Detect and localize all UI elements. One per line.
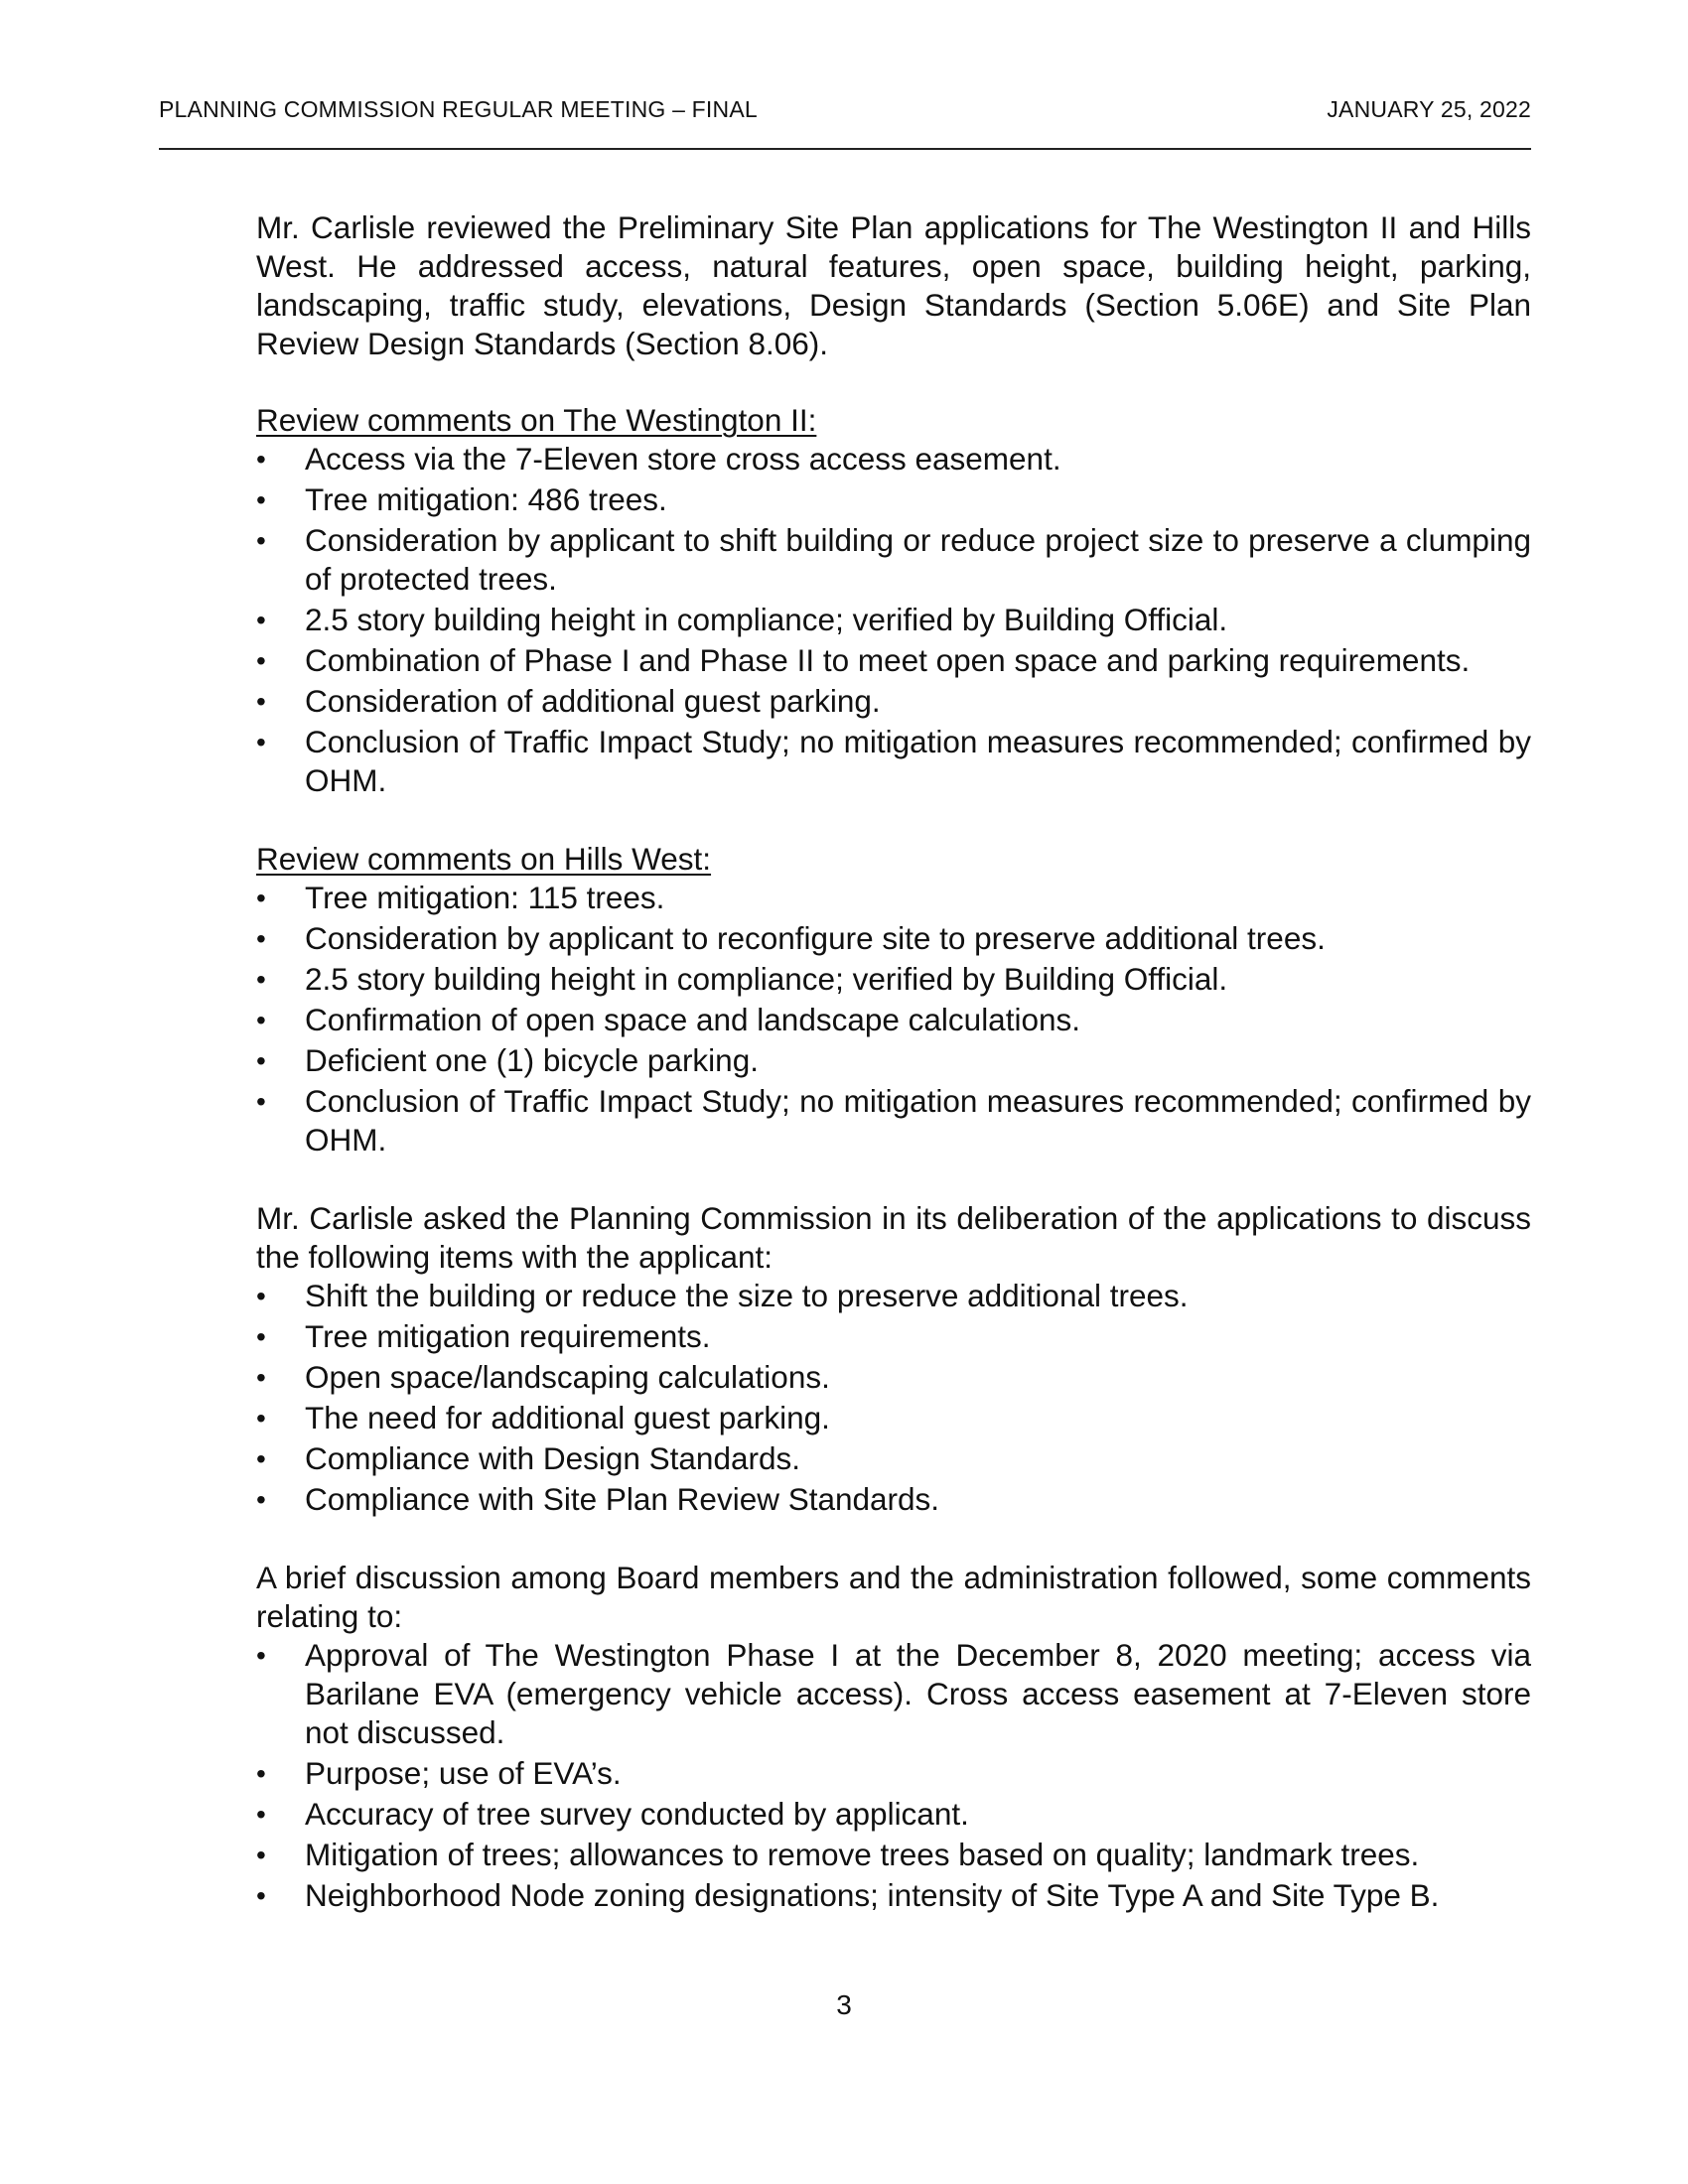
list-item-text: Conclusion of Traffic Impact Study; no mitigation measures recommended; confirmed by OHM.	[305, 724, 1531, 798]
list-item	[256, 919, 1531, 958]
bullet-icon: •	[256, 1281, 266, 1311]
bullet-icon: •	[256, 484, 266, 515]
hills-west-heading: Review comments on Hills West:	[256, 841, 712, 877]
bullet-icon: •	[256, 1005, 266, 1035]
list-item-text: Compliance with Design Standards.	[305, 1440, 801, 1476]
hills-west-list	[256, 879, 1531, 1160]
list-item	[256, 1277, 1531, 1315]
list-item-text: Tree mitigation requirements.	[305, 1318, 711, 1354]
list-item	[256, 1082, 1531, 1160]
list-item	[256, 440, 1531, 478]
list-item	[256, 1439, 1531, 1478]
list-item-text: Open space/landscaping calculations.	[305, 1359, 830, 1395]
bullet-icon: •	[256, 645, 266, 676]
list-item-text: Shift the building or reduce the size to preserve additional trees.	[305, 1278, 1189, 1313]
bullet-icon: •	[256, 1840, 266, 1870]
bullet-icon: •	[256, 964, 266, 995]
list-item-text: Approval of The Westington Phase I at the December 8, 2020 meeting; access via Barilane EVA (emergency vehicle access). Cross access easement at 7-Eleven store not discussed.	[305, 1637, 1531, 1750]
bullet-icon: •	[256, 605, 266, 635]
list-item-text: Purpose; use of EVA’s.	[305, 1755, 622, 1791]
deliberation-list	[256, 1277, 1531, 1519]
bullet-icon: •	[256, 1045, 266, 1076]
list-item-text: Compliance with Site Plan Review Standards.	[305, 1481, 940, 1517]
paragraph-gap	[256, 802, 1531, 840]
list-item	[256, 480, 1531, 519]
page-header	[159, 96, 1531, 128]
list-item-text: Deficient one (1) bicycle parking.	[305, 1042, 759, 1078]
bullet-icon: •	[256, 1484, 266, 1515]
westington-heading: Review comments on The Westington II:	[256, 402, 817, 438]
list-item	[256, 879, 1531, 917]
intro-paragraph: Mr. Carlisle reviewed the Preliminary Site Plan applications for The Westington II and Hills West. He addressed access, natural features, open space, building height, parking, landscaping, traffic study, elevations, Design Standards (Section 5.06E) and Site Plan Review Design Standards (Section 8.06).	[256, 209, 1531, 361]
list-item	[256, 1317, 1531, 1356]
bullet-icon: •	[256, 1640, 266, 1671]
bullet-icon: •	[256, 1443, 266, 1474]
list-item	[256, 1836, 1531, 1874]
paragraph-gap	[256, 363, 1531, 401]
list-item	[256, 641, 1531, 680]
list-item	[256, 1358, 1531, 1397]
list-item-text: Tree mitigation: 486 trees.	[305, 481, 667, 517]
list-item-text: Tree mitigation: 115 trees.	[305, 880, 665, 915]
bullet-icon: •	[256, 1086, 266, 1117]
discussion-list	[256, 1636, 1531, 1915]
list-item-text: The need for additional guest parking.	[305, 1400, 830, 1435]
bullet-icon: •	[256, 686, 266, 717]
list-item	[256, 682, 1531, 721]
paragraph-gap	[256, 1521, 1531, 1559]
westington-list	[256, 440, 1531, 800]
bullet-icon: •	[256, 883, 266, 913]
minutes-body	[256, 208, 1531, 1917]
list-item-text: Accuracy of tree survey conducted by applicant.	[305, 1796, 969, 1832]
list-item-text: Access via the 7-Eleven store cross access easement.	[305, 441, 1061, 477]
list-item-text: Combination of Phase I and Phase II to meet open space and parking requirements.	[305, 642, 1471, 678]
list-item-text: 2.5 story building height in compliance; verified by Building Official.	[305, 602, 1228, 637]
page-number: 3	[836, 1989, 852, 2020]
bullet-icon: •	[256, 923, 266, 954]
bullet-icon: •	[256, 1880, 266, 1911]
paragraph-gap	[256, 1161, 1531, 1199]
bullet-icon: •	[256, 1362, 266, 1393]
list-item	[256, 1001, 1531, 1039]
list-item	[256, 1795, 1531, 1834]
list-item-text: 2.5 story building height in compliance; verified by Building Official.	[305, 961, 1228, 997]
list-item	[256, 601, 1531, 639]
list-item-text: Confirmation of open space and landscape calculations.	[305, 1002, 1080, 1037]
list-item	[256, 1399, 1531, 1437]
list-item-text: Consideration of additional guest parking.	[305, 683, 881, 719]
list-item	[256, 1480, 1531, 1519]
list-item	[256, 1876, 1531, 1915]
bullet-icon: •	[256, 444, 266, 475]
list-item	[256, 521, 1531, 599]
list-item-text: Mitigation of trees; allowances to remove trees based on quality; landmark trees.	[305, 1837, 1420, 1872]
list-item	[256, 960, 1531, 999]
bullet-icon: •	[256, 727, 266, 757]
bullet-icon: •	[256, 1758, 266, 1789]
header-divider	[159, 148, 1531, 150]
list-item-text: Neighborhood Node zoning designations; intensity of Site Type A and Site Type B.	[305, 1877, 1440, 1913]
bullet-icon: •	[256, 1321, 266, 1352]
list-item	[256, 1041, 1531, 1080]
list-item-text: Consideration by applicant to reconfigure site to preserve additional trees.	[305, 920, 1326, 956]
bullet-icon: •	[256, 1403, 266, 1433]
header-meeting-title: PLANNING COMMISSION REGULAR MEETING – FINAL	[159, 96, 758, 122]
deliberation-paragraph: Mr. Carlisle asked the Planning Commission in its deliberation of the applications to discuss the following items with the applicant:	[256, 1200, 1531, 1275]
bullet-icon: •	[256, 525, 266, 556]
list-item	[256, 723, 1531, 800]
list-item-text: Consideration by applicant to shift building or reduce project size to preserve a clumping of protected trees.	[305, 522, 1531, 597]
list-item-text: Conclusion of Traffic Impact Study; no mitigation measures recommended; confirmed by OHM.	[305, 1083, 1531, 1158]
discussion-paragraph: A brief discussion among Board members and the administration followed, some comments relating to:	[256, 1560, 1531, 1634]
list-item	[256, 1636, 1531, 1752]
header-date: JANUARY 25, 2022	[1327, 96, 1531, 122]
list-item	[256, 1754, 1531, 1793]
bullet-icon: •	[256, 1799, 266, 1830]
